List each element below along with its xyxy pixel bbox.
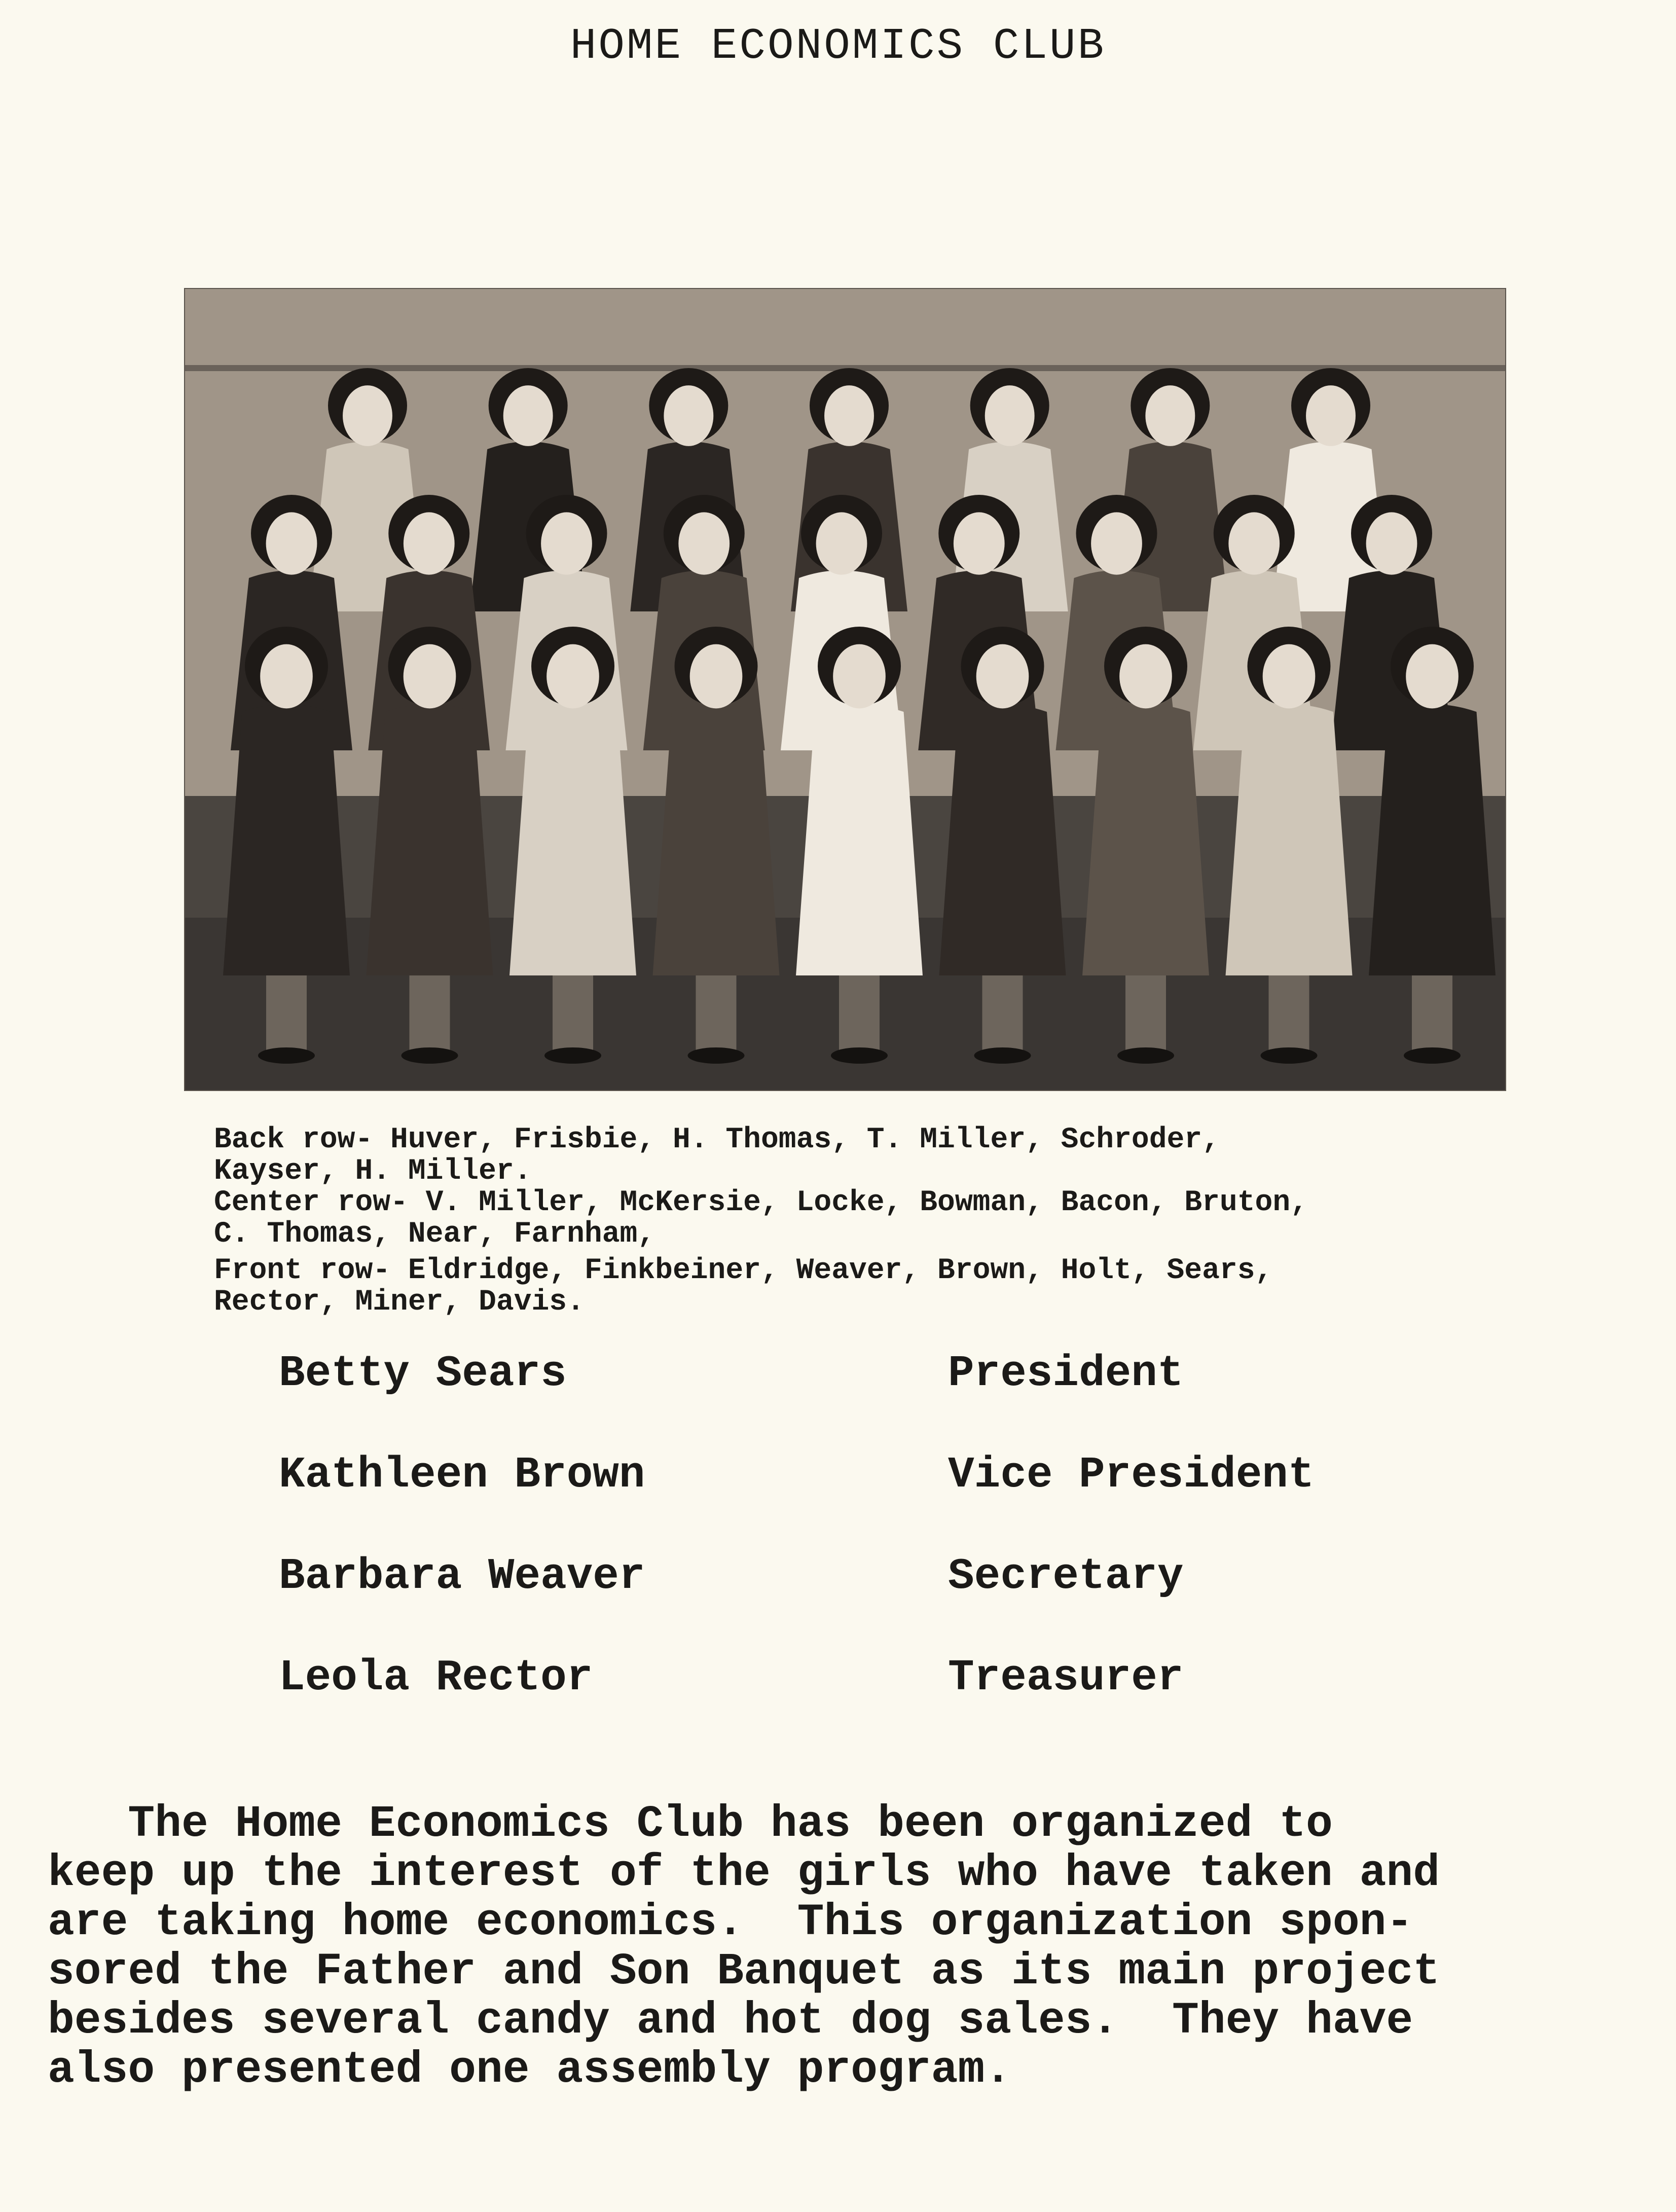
officer-name: Betty Sears — [279, 1349, 567, 1398]
person-feet — [1404, 1047, 1461, 1064]
description-line: also presented one assembly program. — [48, 2045, 1012, 2095]
person-face — [343, 385, 392, 446]
person-body — [367, 704, 493, 975]
person-face — [678, 512, 730, 574]
person-body — [1369, 704, 1496, 975]
group-photo-icon — [185, 289, 1505, 1090]
person-feet — [258, 1047, 315, 1064]
person-feet — [1261, 1047, 1318, 1064]
person-face — [404, 644, 456, 709]
officer-name: Kathleen Brown — [279, 1450, 645, 1500]
person-body — [653, 704, 780, 975]
person-legs — [1412, 975, 1452, 1051]
person-face — [1263, 644, 1316, 709]
person-feet — [974, 1047, 1031, 1064]
person-face — [503, 385, 553, 446]
person-face — [1091, 512, 1142, 574]
person-face — [690, 644, 743, 709]
description-line: keep up the interest of the girls who have taken and — [48, 1848, 1440, 1899]
description-line: sored the Father and Son Banquet as its main project — [48, 1947, 1440, 1997]
officer-name: Barbara Weaver — [279, 1551, 645, 1601]
officer-title: Secretary — [948, 1551, 1184, 1601]
page-title: HOME ECONOMICS CLUB — [570, 21, 1106, 71]
person-face — [954, 512, 1005, 574]
officer-row — [279, 1349, 1445, 1450]
caption-line: Center row- V. Miller, McKersie, Locke, Bowman, Bacon, Bruton, — [214, 1186, 1308, 1219]
person-legs — [839, 975, 880, 1051]
person-feet — [402, 1047, 458, 1064]
person-legs — [696, 975, 737, 1051]
person-face — [1306, 385, 1356, 446]
person-body — [1226, 704, 1353, 975]
officer-row — [279, 1653, 1445, 1754]
photo-caption — [214, 1125, 1512, 1318]
group-photo — [185, 289, 1505, 1090]
caption-line: C. Thomas, Near, Farnham, — [214, 1218, 655, 1251]
person-face — [266, 512, 317, 574]
person-face — [260, 644, 313, 709]
person-face — [824, 385, 874, 446]
person-body — [1082, 704, 1209, 975]
officer-title: President — [948, 1349, 1184, 1398]
person-face — [976, 644, 1029, 709]
person-body — [223, 704, 350, 975]
person-face — [541, 512, 592, 574]
person-feet — [688, 1047, 745, 1064]
person-legs — [1125, 975, 1166, 1051]
person-face — [985, 385, 1035, 446]
officer-row — [279, 1450, 1445, 1551]
person-feet — [544, 1047, 601, 1064]
person-legs — [266, 975, 307, 1051]
caption-line: Rector, Miner, Davis. — [214, 1286, 585, 1319]
officer-title: Treasurer — [948, 1653, 1184, 1702]
club-description — [48, 1800, 1645, 2095]
person-face — [546, 644, 599, 709]
person-face — [1366, 512, 1417, 574]
description-line: The Home Economics Club has been organized to — [48, 1799, 1333, 1850]
officer-row — [279, 1551, 1445, 1653]
person-feet — [831, 1047, 888, 1064]
person-feet — [1117, 1047, 1174, 1064]
person-legs — [1269, 975, 1309, 1051]
person-legs — [982, 975, 1023, 1051]
description-line: are taking home economics. This organization spon- — [48, 1898, 1413, 1948]
person-face — [833, 644, 886, 709]
person-body — [796, 704, 923, 975]
caption-line: Kayser, H. Miller. — [214, 1155, 532, 1188]
person-body — [939, 704, 1066, 975]
description-line: besides several candy and hot dog sales. They have — [48, 1996, 1413, 2046]
person-face — [1145, 385, 1195, 446]
caption-line: Back row- Huver, Frisbie, H. Thomas, T. Miller, Schroder, — [214, 1123, 1220, 1156]
person-legs — [553, 975, 593, 1051]
person-body — [509, 704, 636, 975]
person-face — [1119, 644, 1172, 709]
person-face — [404, 512, 455, 574]
person-face — [1228, 512, 1280, 574]
person-face — [1406, 644, 1459, 709]
officer-name: Leola Rector — [279, 1653, 593, 1702]
person-legs — [410, 975, 450, 1051]
person-face — [664, 385, 713, 446]
person-face — [816, 512, 867, 574]
officer-title: Vice President — [948, 1450, 1315, 1500]
caption-line: Front row- Eldridge, Finkbeiner, Weaver, Brown, Holt, Sears, — [214, 1254, 1273, 1287]
officers-list — [279, 1349, 1445, 1754]
